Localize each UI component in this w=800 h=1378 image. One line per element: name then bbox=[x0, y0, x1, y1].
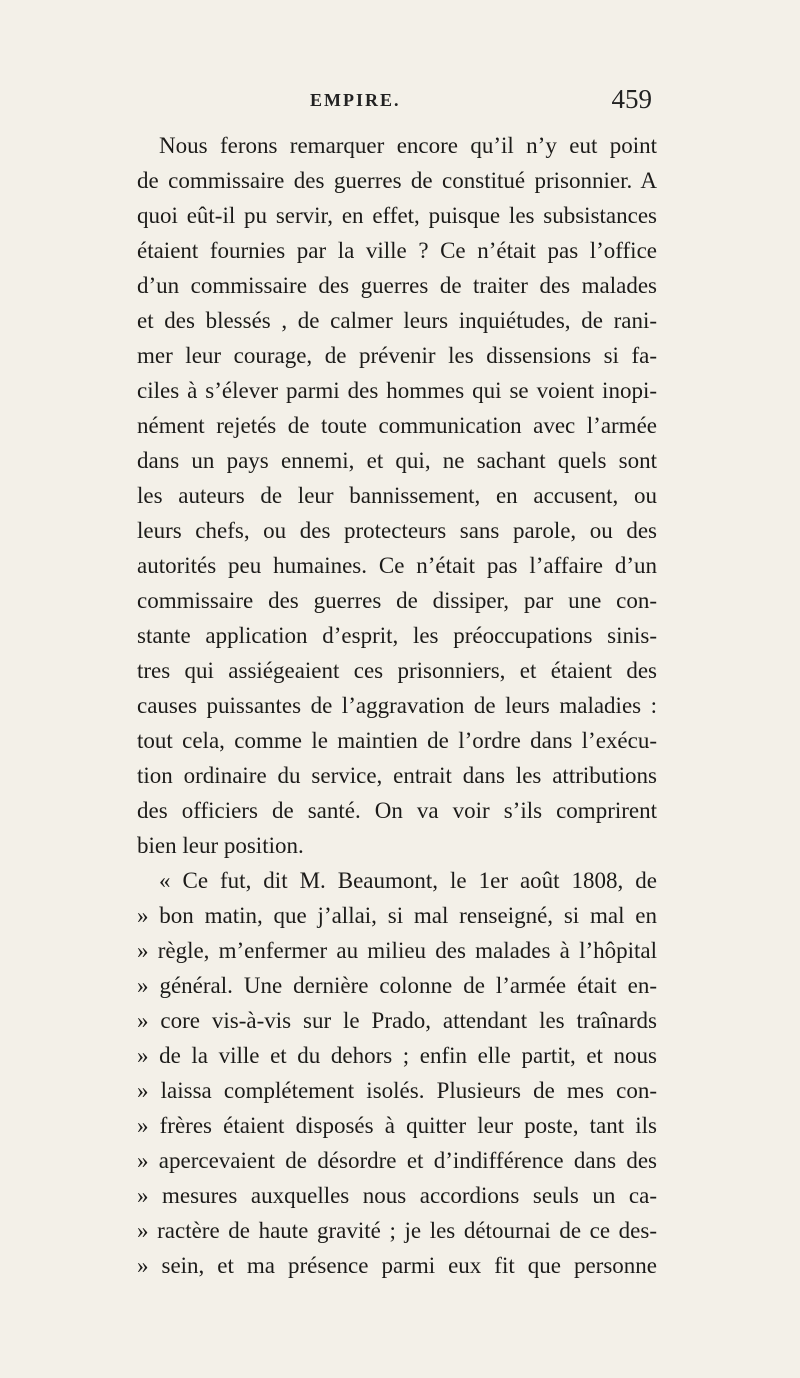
quote-line: » mesures auxquelles nous accordions seuls un ca- bbox=[137, 1183, 657, 1208]
text-line: d’un commissaire des guerres de traiter des malades bbox=[137, 273, 657, 298]
quote-line: » frères étaient disposés à quitter leur poste, tant ils bbox=[137, 1113, 657, 1138]
quote-line: « Ce fut, dit M. Beaumont, le 1er août 1808, de bbox=[159, 868, 657, 893]
quote-line: » ractère de haute gravité ; je les détournai de ce des- bbox=[137, 1218, 657, 1243]
text-line: autorités peu humaines. Ce n’était pas l’affaire d’un bbox=[137, 553, 657, 578]
text-line: Nous ferons remarquer encore qu’il n’y eut point bbox=[159, 133, 657, 158]
quote-line: » apercevaient de désordre et d’indifférence dans des bbox=[137, 1148, 657, 1173]
body-text bbox=[137, 128, 657, 1283]
text-line: tout cela, comme le maintien de l’ordre dans l’exécu- bbox=[137, 728, 657, 753]
quote-line: » général. Une dernière colonne de l’armée était en- bbox=[137, 973, 657, 998]
quote-line: » core vis-à-vis sur le Prado, attendant les traînards bbox=[137, 1008, 657, 1033]
text-line: leurs chefs, ou des protecteurs sans parole, ou des bbox=[137, 518, 657, 543]
text-line: nément rejetés de toute communication avec l’armée bbox=[137, 413, 657, 438]
quote-line: » bon matin, que j’allai, si mal renseigné, si mal en bbox=[137, 903, 657, 928]
page-number: 459 bbox=[611, 84, 652, 114]
text-line: causes puissantes de l’aggravation de leurs maladies : bbox=[137, 693, 657, 718]
text-line: de commissaire des guerres de constitué prisonnier. A bbox=[137, 168, 657, 193]
text-line: des officiers de santé. On va voir s’ils comprirent bbox=[137, 798, 657, 823]
running-head bbox=[140, 86, 660, 120]
text-line: les auteurs de leur bannissement, en accusent, ou bbox=[137, 483, 657, 508]
text-line: tres qui assiégeaient ces prisonniers, et étaient des bbox=[137, 658, 657, 683]
text-line: stante application d’esprit, les préoccupations sinis- bbox=[137, 623, 657, 648]
text-line: quoi eût-il pu servir, en effet, puisque les subsistances bbox=[137, 203, 657, 228]
text-line: mer leur courage, de prévenir les dissensions si fa- bbox=[137, 343, 657, 368]
quote-line: » sein, et ma présence parmi eux fit que personne bbox=[137, 1253, 657, 1278]
running-title: EMPIRE. bbox=[310, 90, 401, 110]
quote-line: » laissa complétement isolés. Plusieurs de mes con- bbox=[137, 1078, 657, 1103]
text-line: ciles à s’élever parmi des hommes qui se voient inopi- bbox=[137, 378, 657, 403]
text-line: dans un pays ennemi, et qui, ne sachant quels sont bbox=[137, 448, 657, 473]
text-line: tion ordinaire du service, entrait dans les attributions bbox=[137, 763, 657, 788]
paragraph-end-line: bien leur position. bbox=[137, 833, 304, 858]
quote-line: » de la ville et du dehors ; enfin elle partit, et nous bbox=[137, 1043, 657, 1068]
text-line: et des blessés , de calmer leurs inquiétudes, de rani- bbox=[137, 308, 657, 333]
text-line: étaient fournies par la ville ? Ce n’était pas l’office bbox=[137, 238, 657, 263]
text-line: commissaire des guerres de dissiper, par une con- bbox=[137, 588, 657, 613]
quote-line: » règle, m’enfermer au milieu des malades à l’hôpital bbox=[137, 938, 657, 963]
